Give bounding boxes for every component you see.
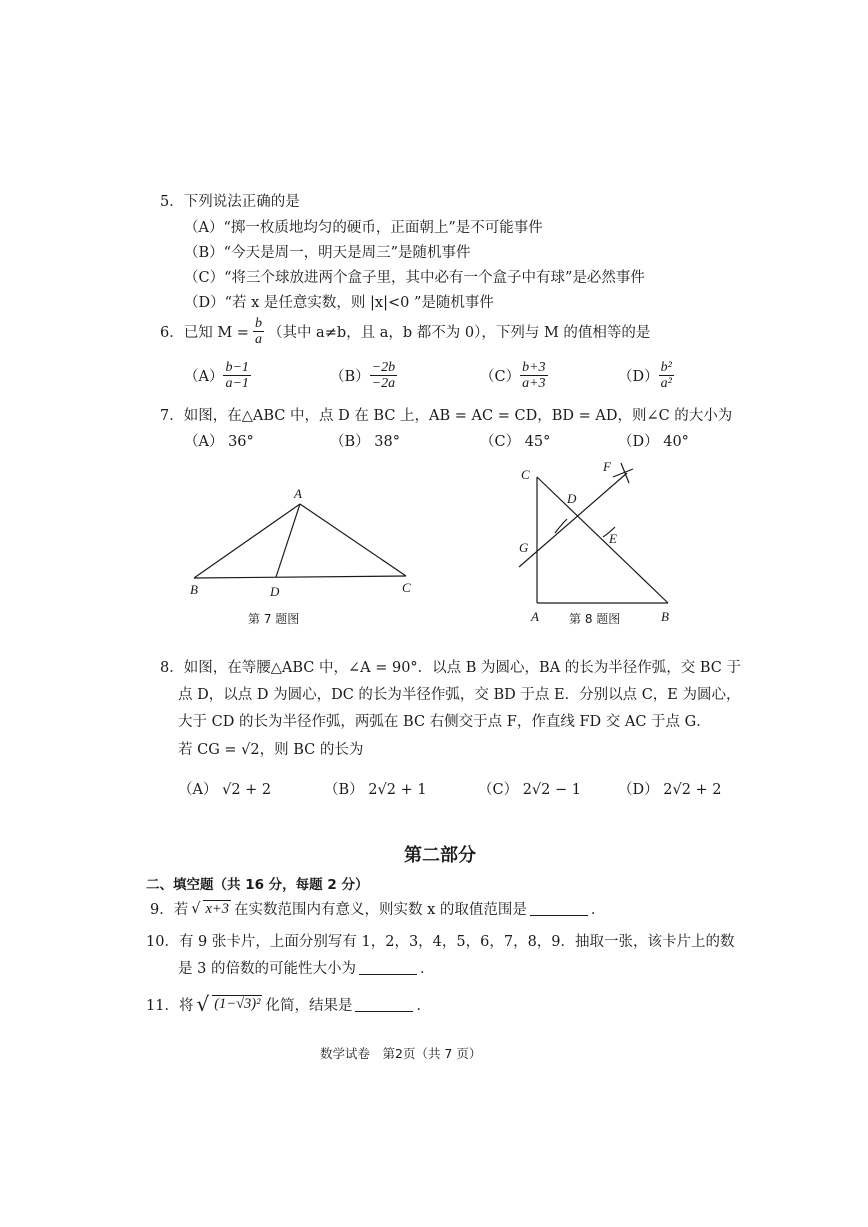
q9-pre: 9．若 <box>150 902 189 918</box>
q9 <box>150 898 605 919</box>
q8-option-c: （C） 2√2 − 1 <box>478 782 581 798</box>
q7-stem: 7．如图，在△ABC 中，点 D 在 BC 上，AB = AC = CD，BD = AD，则∠C 的大小为 <box>160 408 733 424</box>
option-label: （D） <box>618 369 659 385</box>
q6-option-b <box>330 360 397 391</box>
q5-option-b: （B）“今天是周一，明天是周三”是随机事件 <box>184 245 471 261</box>
fig8-label-f: F <box>603 459 611 474</box>
q11-pre: 11．将 <box>146 997 194 1014</box>
frac-den: a−1 <box>225 376 249 391</box>
option-label: （A） <box>184 369 224 385</box>
fig7-label-b: B <box>190 582 198 597</box>
q6-option-a <box>184 360 251 391</box>
q10-answer-blank[interactable] <box>359 960 417 975</box>
q6-stem-fraction <box>253 316 264 347</box>
fig8-label-e: E <box>609 531 617 546</box>
option-fraction <box>223 360 250 391</box>
part-2-title: 第二部分 <box>404 845 476 866</box>
q8-line-3: 大于 CD 的长为半径作弧，两弧在 BC 右侧交于点 F，作直线 FD 交 AC 于点 G． <box>178 714 711 730</box>
q10-end: ． <box>419 961 435 977</box>
fig7-label-a: A <box>294 486 302 501</box>
figure-8 <box>505 455 685 630</box>
q6-stem <box>160 316 650 347</box>
fig7-label-d: D <box>270 584 280 599</box>
q6-frac-num: b <box>254 316 262 331</box>
option-label: （B） <box>330 369 370 385</box>
fig7-caption: 第 7 题图 <box>248 612 300 626</box>
frac-num: b+3 <box>522 360 546 375</box>
q5-option-d: （D）“若 x 是任意实数，则 |x|<0 ”是随机事件 <box>184 295 494 311</box>
q6-option-c <box>480 360 548 391</box>
fig8-label-b: B <box>661 609 669 624</box>
q9-end: ． <box>590 902 606 918</box>
q10-line-1: 10．有 9 张卡片，上面分别写有 1，2，3，4，5，6，7，8，9．抽取一张，该卡片上的数 <box>146 934 735 950</box>
q5-stem: 5．下列说法正确的是 <box>160 194 300 210</box>
q11-post: 化简，结果是 <box>265 997 353 1014</box>
fig8-label-d: D <box>567 491 577 506</box>
q11-radicand: (1−√3)² <box>214 996 261 1012</box>
frac-num: b−1 <box>225 360 249 375</box>
q7-option-a: （A） 36° <box>184 434 254 450</box>
q6-frac-den: a <box>254 332 262 347</box>
q8-option-d: （D） 2√2 + 2 <box>618 782 722 798</box>
q5-option-c: （C）“将三个球放进两个盒子里，其中必有一个盒子中有球”是必然事件 <box>184 270 645 286</box>
fig7-label-c: C <box>402 580 411 595</box>
frac-den: a+3 <box>522 376 546 391</box>
q11 <box>146 992 431 1016</box>
section-fill-blank-header: 二、填空题（共 16 分，每题 2 分） <box>146 877 369 893</box>
q10-line-2 <box>178 957 434 978</box>
q6-stem-post: （其中 a≠b，且 a，b 都不为 0），下列与 M 的值相等的是 <box>267 325 651 341</box>
q9-post: 在实数范围内有意义，则实数 x 的取值范围是 <box>233 902 527 918</box>
q6-stem-pre: 6．已知 M = <box>160 325 249 341</box>
option-label: （C） <box>480 369 521 385</box>
frac-num: b² <box>660 360 672 375</box>
fig8-caption: 第 8 题图 <box>569 612 621 626</box>
frac-num: −2b <box>371 360 396 375</box>
fig8-label-a: A <box>531 609 539 624</box>
q9-answer-blank[interactable] <box>530 901 588 916</box>
sqrt-icon: √ <box>191 900 201 917</box>
q7-option-c: （C） 45° <box>480 434 551 450</box>
frac-den: a² <box>660 376 672 391</box>
q11-end: ． <box>416 997 431 1014</box>
option-fraction <box>370 360 397 391</box>
fig8-label-c: C <box>521 467 530 482</box>
q5-option-a: （A）“掷一枚质地均匀的硬币，正面朝上”是不可能事件 <box>184 220 543 236</box>
q8-line-2: 点 D，以点 D 为圆心，DC 的长为半径作弧，交 BD 于点 E．分别以点 C，E 为圆心， <box>178 687 741 703</box>
q11-answer-blank[interactable] <box>355 997 413 1012</box>
q8-line-1: 8．如图，在等腰△ABC 中，∠A = 90°．以点 B 为圆心，BA 的长为半径作弧，交 BC 于 <box>160 660 742 676</box>
option-fraction <box>520 360 547 391</box>
page-footer: 数学试卷 第2页（共 7 页） <box>320 1046 482 1061</box>
q8-option-a: （A） √2 + 2 <box>178 782 272 798</box>
q8-option-b: （B） 2√2 + 1 <box>324 782 427 798</box>
q8-line-4: 若 CG = √2，则 BC 的长为 <box>178 742 364 758</box>
q7-option-d: （D） 40° <box>618 434 689 450</box>
fig8-label-g: G <box>519 540 529 555</box>
q7-option-b: （B） 38° <box>330 434 400 450</box>
option-fraction <box>659 360 674 391</box>
frac-den: −2a <box>371 376 396 391</box>
sqrt-icon: √ <box>196 992 210 1016</box>
q9-radicand: x+3 <box>205 900 229 917</box>
figure-7 <box>180 480 430 630</box>
q10-line-2-text: 是 3 的倍数的可能性大小为 <box>178 961 356 977</box>
q6-option-d <box>618 360 674 391</box>
